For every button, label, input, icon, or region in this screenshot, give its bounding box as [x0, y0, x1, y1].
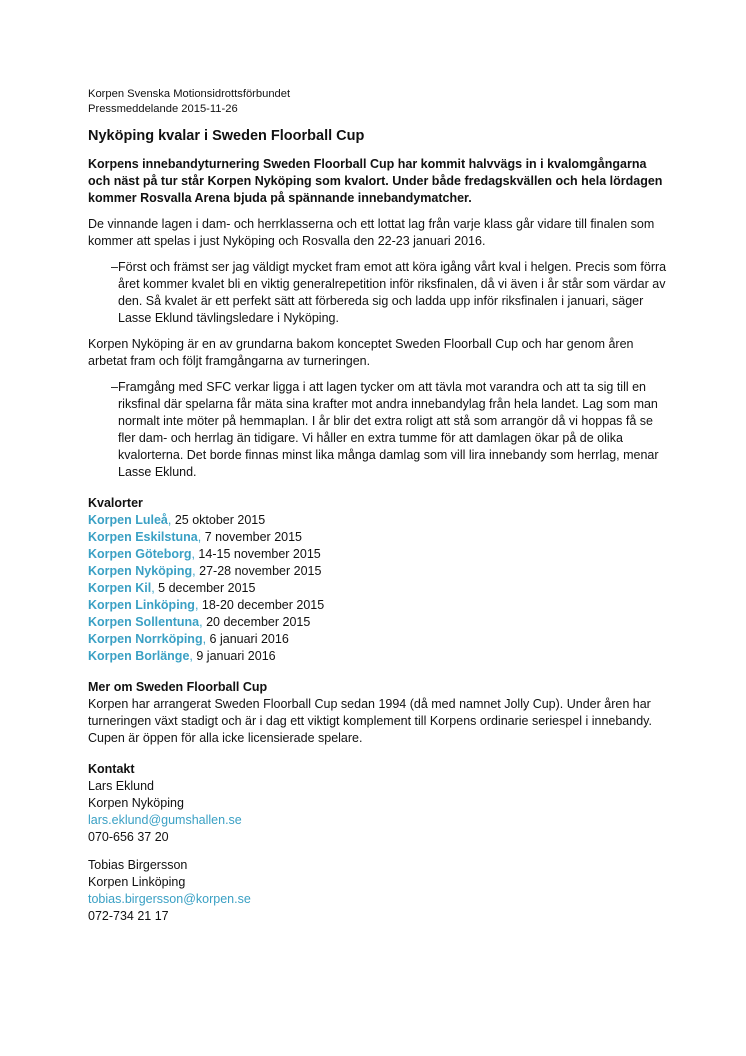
- separator: ,: [197, 530, 202, 544]
- more-heading: Mer om Sweden Floorball Cup: [88, 680, 268, 694]
- separator: ,: [167, 513, 172, 527]
- separator: ,: [202, 632, 207, 646]
- kvalort-link[interactable]: Korpen Göteborg: [88, 547, 192, 561]
- kvalort-date: 5 december 2015: [154, 581, 256, 595]
- kvalorter-heading: Kvalorter: [88, 496, 143, 510]
- kvalort-date: 6 januari 2016: [206, 632, 289, 646]
- quote-text: Framgång med SFC verkar ligga i att lagen tycker om att tävla mot varandra och att ta sig till en riksfinal där spelarna får mäta sina krafter mot andra innebandylag från hela landet. Lag som man normalt inte möter på hemmaplan. I år blir det extra roligt att stå som arrangör då vi hoppas få se fler dam- och herrlag än tidigare. Vi håller en extra tumme för att damlagen ökar på de olika kvalorterna. Det borde finnas minst lika många damlag som vill lira innebandy som herrlag, menar Lasse Eklund.: [118, 380, 659, 479]
- kvalort-date: 18-20 december 2015: [198, 598, 325, 612]
- list-item: [88, 546, 668, 563]
- kvalort-link[interactable]: Korpen Borlänge: [88, 649, 190, 663]
- press-date-line: Pressmeddelande 2015-11-26: [88, 103, 238, 115]
- lead-paragraph: Korpens innebandyturnering Sweden Floorball Cup har kommit halvvägs in i kvalomgångarna och näst på tur står Korpen Nyköping som kvalort. Under både fredagskvällen och hela lördagen kommer Rosvalla Arena bjuda på spännande innebandymatcher.: [88, 157, 663, 205]
- contact-card-2: [88, 857, 668, 925]
- quote-eklund-2: [88, 379, 668, 481]
- list-item: [88, 614, 668, 631]
- separator: ,: [194, 598, 199, 612]
- list-item: [88, 648, 668, 665]
- dash-mark: –: [111, 260, 118, 274]
- paragraph-finals: De vinnande lagen i dam- och herrklasserna och ett lottat lag från varje klass går vidare till finalen som kommer att spelas i just Nyköping och Rosvalla den 22-23 januari 2016.: [88, 217, 655, 248]
- separator: ,: [199, 615, 203, 629]
- kvalort-link[interactable]: Korpen Linköping: [88, 598, 195, 612]
- contact-email-link[interactable]: tobias.birgersson@korpen.se: [88, 892, 251, 906]
- quote-text: Först och främst ser jag väldigt mycket fram emot att köra igång vårt kval i helgen. Precis som förra året kommer kvalet bli en viktig generalrepetition inför riksfinalen, då vi även i år står som värdar av den. Så kvalet är ett perfekt sätt att förbereda sig och ladda upp inför riksfinalen i januari, säger Lasse Eklund tävlingsledare i Nyköping.: [118, 260, 667, 325]
- kvalorter-list: [88, 512, 668, 665]
- contact-name: Lars Eklund: [88, 779, 155, 793]
- contact-heading: Kontakt: [88, 762, 135, 776]
- list-item: [88, 512, 668, 529]
- kvalort-link[interactable]: Korpen Kil: [88, 581, 152, 595]
- kvalort-link[interactable]: Korpen Nyköping: [88, 564, 193, 578]
- kvalort-date: 14-15 november 2015: [194, 547, 321, 561]
- contact-name: Tobias Birgersson: [88, 858, 188, 872]
- contact-org: Korpen Linköping: [88, 875, 186, 889]
- contact-card-1: [88, 778, 668, 846]
- list-item: [88, 597, 668, 614]
- paragraph-founders: Korpen Nyköping är en av grundarna bakom konceptet Sweden Floorball Cup och har genom åren arbetat fram och följt framgångarna av turneringen.: [88, 337, 634, 368]
- separator: ,: [192, 564, 196, 578]
- kvalort-link[interactable]: Korpen Norrköping: [88, 632, 203, 646]
- list-item: [88, 631, 668, 648]
- list-item: [88, 580, 668, 597]
- quote-eklund-1: [88, 259, 668, 327]
- contact-org: Korpen Nyköping: [88, 796, 184, 810]
- separator: ,: [191, 547, 195, 561]
- separator: ,: [151, 581, 155, 595]
- page-title: Nyköping kvalar i Sweden Floorball Cup: [88, 128, 365, 144]
- separator: ,: [189, 649, 193, 663]
- list-item: [88, 563, 668, 580]
- contact-phone: 072-734 21 17: [88, 909, 169, 923]
- contact-phone: 070-656 37 20: [88, 830, 169, 844]
- more-text: Korpen har arrangerat Sweden Floorball Cup sedan 1994 (då med namnet Jolly Cup). Under åren har turneringen växt stadigt och är i dag ett viktigt komplement till Korpens ordinarie seriespel i innebandy. Cupen är öppen för alla icke licensierade spelare.: [88, 697, 652, 745]
- kvalort-link[interactable]: Korpen Luleå: [88, 513, 168, 527]
- kvalort-date: 20 december 2015: [202, 615, 311, 629]
- list-item: [88, 529, 668, 546]
- dash-mark: –: [111, 380, 118, 394]
- kvalort-link[interactable]: Korpen Eskilstuna: [88, 530, 198, 544]
- press-release-page: [88, 87, 668, 925]
- kvalort-date: 27-28 november 2015: [195, 564, 322, 578]
- contact-email-link[interactable]: lars.eklund@gumshallen.se: [88, 813, 242, 827]
- kvalort-link[interactable]: Korpen Sollentuna: [88, 615, 200, 629]
- kvalort-date: 7 november 2015: [201, 530, 302, 544]
- kvalort-date: 25 oktober 2015: [171, 513, 266, 527]
- org-name: Korpen Svenska Motionsidrottsförbundet: [88, 88, 291, 100]
- kvalort-date: 9 januari 2016: [192, 649, 276, 663]
